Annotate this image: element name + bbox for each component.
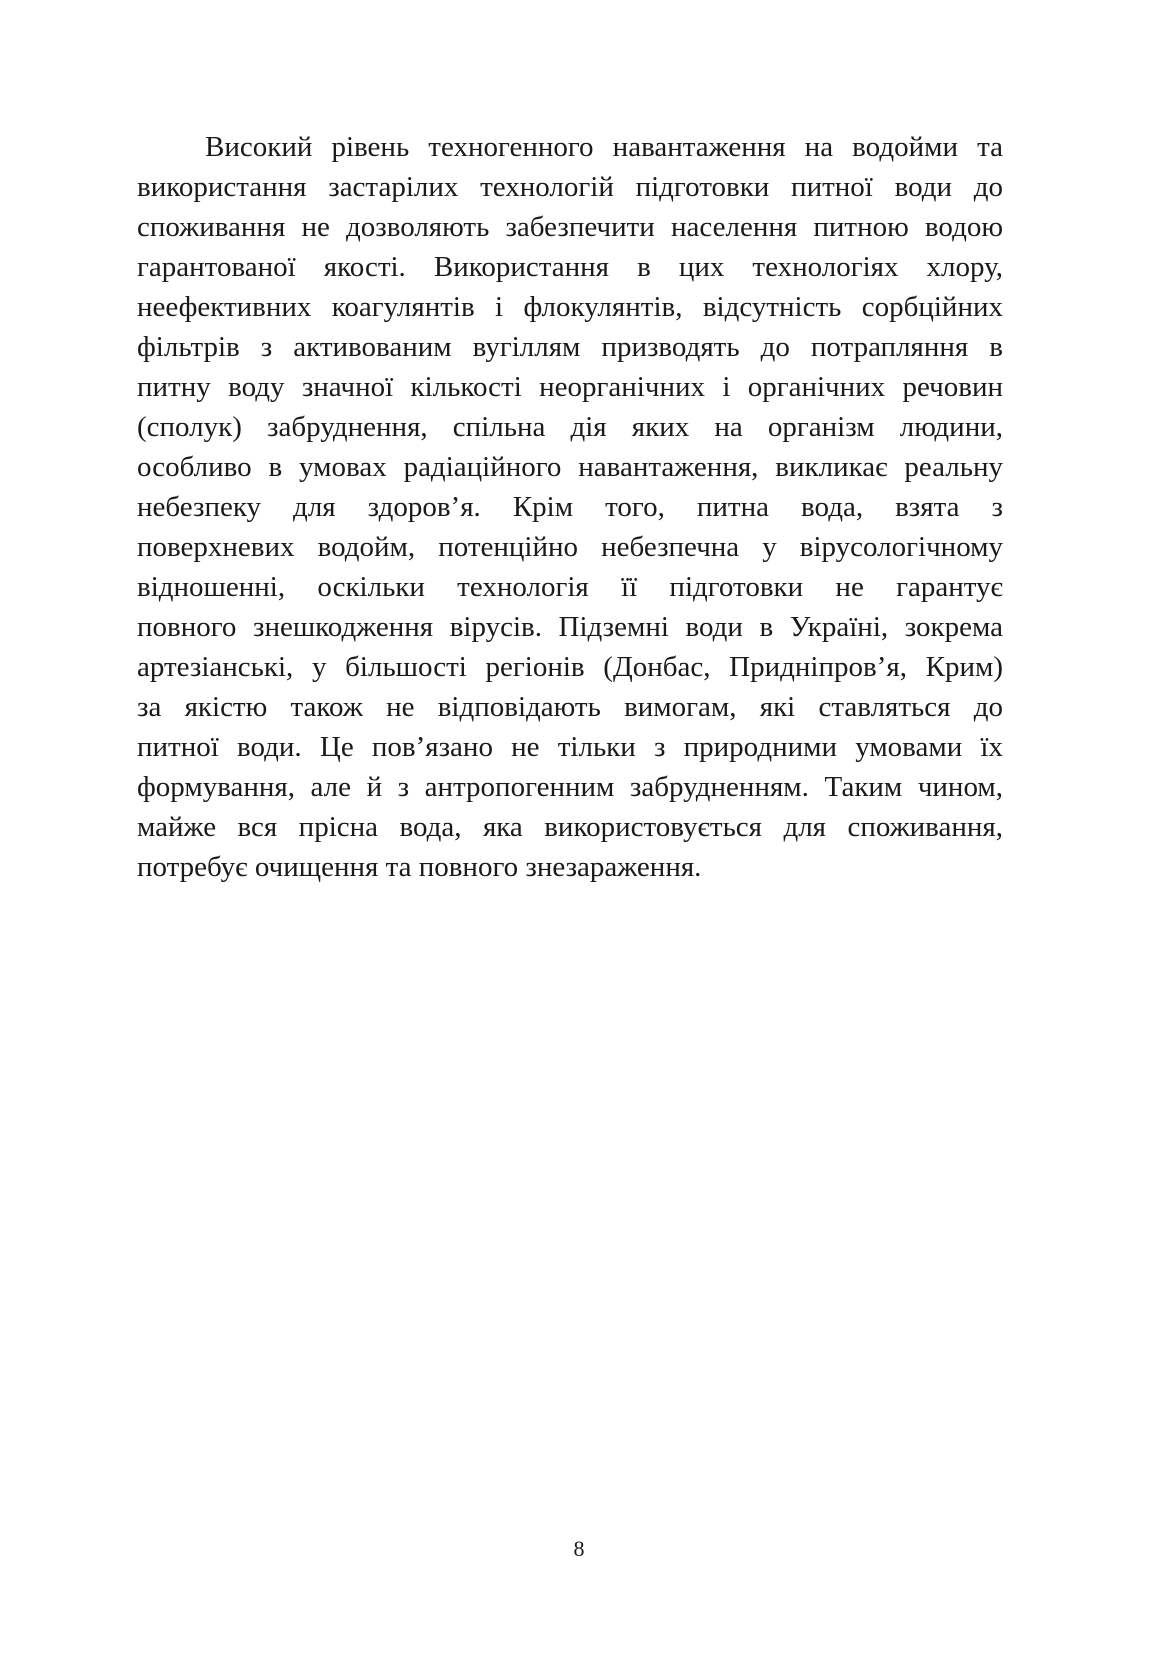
paragraph-line: Високий рівень техногенного навантаження на водойми та <box>205 131 1003 163</box>
paragraph-line: артезіанські, у більшості регіонів (Донбас, Придніпров’я, Крим) <box>137 651 1003 683</box>
paragraph-line: фільтрів з активованим вугіллям призводять до потрапляння в <box>137 331 1003 363</box>
paragraph-line: потребує очищення та повного знезараження. <box>137 851 702 883</box>
paragraph-line: небезпеку для здоров’я. Крім того, питна вода, взята з <box>137 491 1003 523</box>
paragraph-line: повного знешкодження вірусів. Підземні води в Україні, зокрема <box>137 611 1003 643</box>
paragraph-line: питної води. Це пов’язано не тільки з природними умовами їх <box>137 731 1003 763</box>
paragraph-line: особливо в умовах радіаційного навантаження, викликає реальну <box>137 451 1003 483</box>
paragraph-line: формування, але й з антропогенним забрудненням. Таким чином, <box>137 771 1003 803</box>
paragraph-line: відношенні, оскільки технологія її підготовки не гарантує <box>137 571 1003 603</box>
paragraph-line: використання застарілих технологій підготовки питної води до <box>137 171 1003 203</box>
main-paragraph <box>137 127 1003 887</box>
paragraph-line: споживання не дозволяють забезпечити населення питною водою <box>137 211 1003 243</box>
page-number: 8 <box>573 1536 585 1561</box>
paragraph-line: (сполук) забруднення, спільна дія яких на організм людини, <box>137 411 1003 443</box>
paragraph-line: гарантованої якості. Використання в цих технологіях хлору, <box>137 251 1003 283</box>
paragraph-line: майже вся прісна вода, яка використовується для споживання, <box>137 811 1003 843</box>
paragraph-line: поверхневих водойм, потенційно небезпечна у вірусологічному <box>137 531 1003 563</box>
paragraph-line: за якістю також не відповідають вимогам, які ставляться до <box>137 691 1003 723</box>
paragraph-line: неефективних коагулянтів і флокулянтів, відсутність сорбційних <box>137 291 1003 323</box>
paragraph-line: питну воду значної кількості неорганічних і органічних речовин <box>137 371 1003 403</box>
